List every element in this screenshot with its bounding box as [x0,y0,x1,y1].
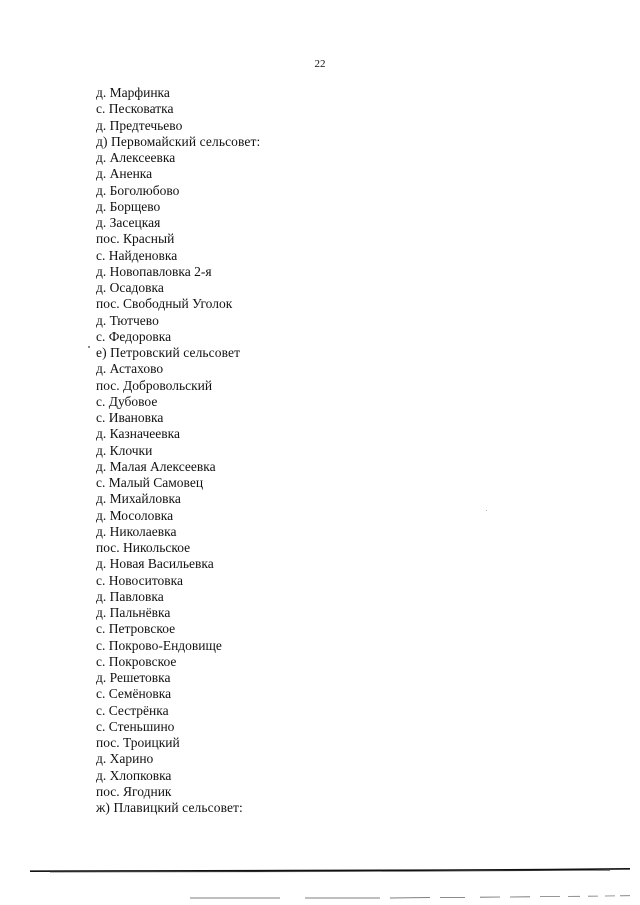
page-number: 22 [314,58,326,70]
settlement-entry: пос. Свободный Уголок [96,296,233,312]
settlement-entry: с. Семёновка [96,686,172,702]
settlement-entry: д. Малая Алексеевка [96,458,216,474]
council-heading: ж) Плавицкий сельсовет: [96,800,243,815]
settlement-entry: д. Казначеевка [96,426,180,442]
scan-noise [90,892,630,900]
settlement-list [96,85,260,816]
council-heading: д) Первомайский сельсовет: [96,133,261,149]
settlement-entry: пос. Троицкий [96,735,180,750]
settlement-entry: д. Засецкая [96,215,161,230]
settlement-entry: с. Дубовое [96,393,158,409]
settlement-entry: д. Аненка [96,166,153,182]
scan-speck [486,510,487,511]
settlement-entry: д. Осадовка [96,280,164,295]
settlement-entry: д. Михайловка [96,491,181,507]
settlement-entry: с. Федоровка [96,328,172,344]
settlement-entry: с. Сестрёнка [96,702,169,718]
settlement-entry: с. Найденовка [96,247,178,263]
settlement-entry: д. Марфинка [96,85,170,100]
settlement-entry: д. Решетовка [96,670,171,685]
settlement-entry: д. Павловка [96,588,164,604]
settlement-entry: д. Тютчево [96,312,159,328]
settlement-entry: д. Харино [96,751,154,767]
settlement-entry: пос. Никольское [96,540,191,555]
settlement-entry: с. Малый Самовец [96,475,204,490]
settlement-entry: д. Боголюбово [96,182,180,198]
settlement-entry: с. Покрово-Ендовище [96,637,222,653]
settlement-entry: д. Хлопковка [96,767,172,783]
settlement-entry: с. Новоситовка [96,572,184,588]
settlement-entry: пос. Добровольский [96,377,213,393]
settlement-entry: д. Клочки [96,442,153,458]
settlement-entry: с. Стеньшино [96,718,175,734]
settlement-entry: д. Астахово [96,361,164,377]
settlement-entry: пос. Ягодник [96,783,172,799]
settlement-entry: с. Покровское [96,653,177,669]
settlement-entry: с. Петровское [96,621,176,637]
settlement-entry: пос. Красный [96,231,175,247]
settlement-entry: д. Мосоловка [96,507,174,523]
settlement-entry: д. Пальнёвка [96,605,171,620]
settlement-entry: с. Песковатка [96,101,174,117]
settlement-entry: с. Ивановка [96,410,164,425]
settlement-entry: д. Предтечьево [96,117,183,133]
settlement-entry: д. Борщево [96,198,161,214]
settlement-entry: д. Новопавловка 2-я [96,263,212,279]
settlement-entry: д. Новая Васильевка [96,556,214,572]
settlement-entry: д. Николаевка [96,523,177,539]
settlement-entry: д. Алексеевка [96,150,176,165]
council-heading: е) Петровский сельсовет [96,345,241,360]
footer-rule [30,868,630,873]
scan-speck [88,346,90,348]
